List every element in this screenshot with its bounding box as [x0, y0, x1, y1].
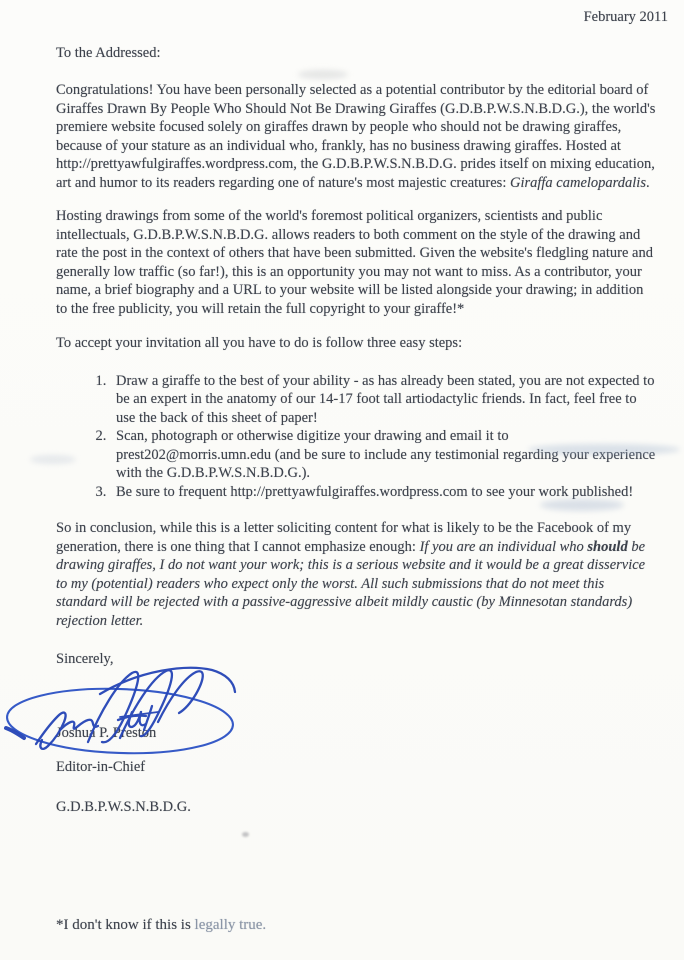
conclusion-italic-post: be drawing giraffes, I do not want your work; this is a serious website and it would be a great disservice to my (potential) readers who expect only the worst. All such submissions that do not meet this standard will be rejected with a passive-aggressive albeit mildly caustic (by Minnesotan standards) rejection letter. [56, 538, 646, 629]
signature-scribble [6, 668, 235, 749]
footnote [56, 916, 674, 935]
footnote-faded-text: legally true. [194, 917, 267, 933]
conclusion-bold-word: should [587, 538, 628, 555]
steps-list [56, 372, 658, 502]
paragraph-website-details: Hosting drawings from some of the world's foremost political organizers, scientists and public intellectuals, G.D.B.P.W.S.N.B.D.G. allows readers to both comment on the style of the drawing and rate the post in the context of others that have been submitted. Given the website's fledgling nature and generally low traffic (so far!), this is an opportunity you may not want to miss. As a contributor, your name, a brief biography and a URL to your website will be listed alongside your drawing; in addition to the free publicity, you will retain the full copyright to your giraffe!* [56, 208, 653, 317]
step-item-scan-email: 2. Scan, photograph or otherwise digitize your drawing and email it to prest202@morris.umn.edu (and be sure to include any testimonial regarding your experience with the G.D.B.P.W.S.N.B.D.G.). [110, 427, 658, 483]
paragraph-introduction [56, 81, 658, 192]
signer-name: Joshua P. Preston [56, 724, 157, 741]
valediction: Sincerely, [56, 651, 114, 667]
step-item-draw: 1. Draw a giraffe to the best of your ability - as has already been stated, you are not expected to be an expert in the anatomy of our 14-17 foot tall artiodactylic friends. In fact, feel free to use the back of this sheet of paper! [110, 372, 658, 428]
footnote-text: *I don't know if this is [56, 917, 195, 933]
handwritten-signature [0, 660, 240, 772]
signer-org: G.D.B.P.W.S.N.B.D.G. [56, 798, 191, 815]
steps-intro: To accept your invitation all you have to do is follow three easy steps: [56, 335, 463, 351]
step-item-frequent-site: 3. Be sure to frequent http://prettyawfulgiraffes.wordpress.com to see your work published! [110, 483, 658, 502]
conclusion-lead: So in conclusion, while this is a letter soliciting content for what is likely to be the Facebook of my generation, there is one thing that I cannot emphasize enough: [56, 520, 632, 555]
conclusion-italic-pre: If you are an individual who [419, 538, 588, 555]
letter-date: February 2011 [583, 9, 668, 25]
paragraph-introduction-text: Congratulations! You have been personally selected as a potential contributor by the editorial board of Giraffes Drawn By People Who Should Not Be Drawing Giraffes (G.D.B.P.W.S.N.B.D.G.), the world's premiere website focused solely on giraffes drawn by people who should not be drawing giraffes, because of your stature as an individual who, frankly, has no business drawing giraffes. Hosted at http://prettyawfulgiraffes.wordpress.com, the G.D.B.P.W.S.N.B.D.G. prides itself on mixing education, art and humor to its readers regarding one of nature's most majestic creatures: [56, 82, 656, 191]
species-name-italic: Giraffa camelopardalis [509, 174, 646, 191]
salutation: To the Addressed: [56, 44, 161, 61]
paragraph-conclusion [56, 519, 658, 630]
signer-title: Editor-in-Chief [56, 759, 146, 775]
paragraph-introduction-period: . [645, 174, 650, 191]
